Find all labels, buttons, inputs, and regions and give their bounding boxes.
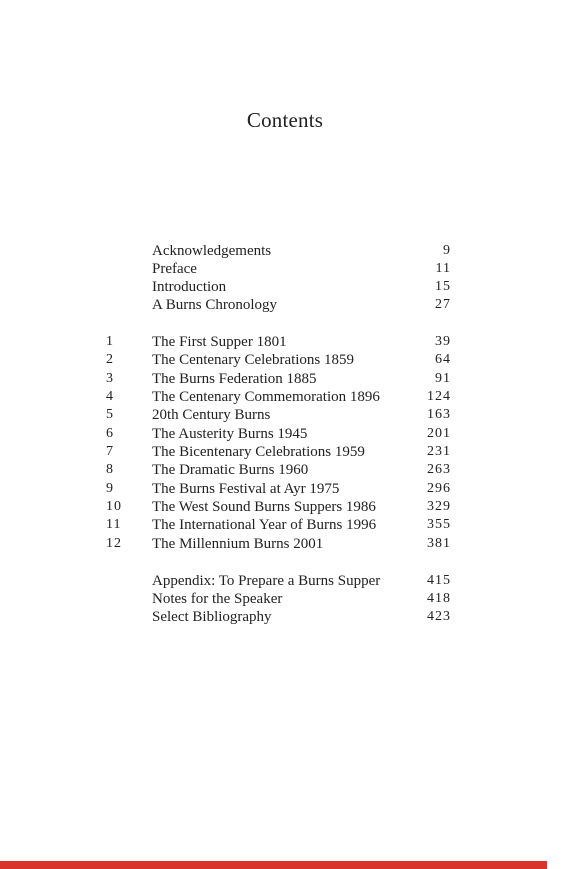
- toc-entry-page: 329: [427, 499, 451, 514]
- toc-entry-page: 355: [427, 517, 451, 532]
- toc-entry-notes: [0, 590, 562, 608]
- toc-chapter-5: [0, 406, 562, 424]
- toc-entry-title: Notes for the Speaker: [152, 591, 283, 607]
- toc-entry-title: The Burns Federation 1885: [152, 371, 317, 387]
- toc-entry-preface: [0, 260, 562, 278]
- toc-entry-page: 201: [427, 426, 451, 441]
- bottom-accent-bar: [0, 861, 547, 869]
- chapter-number: 9: [106, 481, 114, 496]
- toc-entry-page: 381: [427, 536, 451, 551]
- toc-entry-title: Introduction: [152, 279, 227, 295]
- toc-entry-title: The Bicentenary Celebrations 1959: [152, 444, 365, 460]
- toc-entry-page: 91: [435, 371, 451, 386]
- toc-entry-introduction: [0, 278, 562, 296]
- toc-entry-bibliography: [0, 608, 562, 626]
- toc-entry-title: The Millennium Burns 2001: [152, 536, 324, 552]
- chapter-number: 8: [106, 462, 114, 477]
- toc-chapter-1: [0, 333, 562, 351]
- toc-entry-acknowledgements: [0, 242, 562, 260]
- toc-entry-page: 415: [427, 573, 451, 588]
- toc-chapter-9: [0, 480, 562, 498]
- toc-entry-page: 124: [427, 389, 451, 404]
- toc-entry-page: 64: [435, 352, 451, 367]
- toc-entry-page: 418: [427, 591, 451, 606]
- toc-chapter-10: [0, 498, 562, 516]
- toc-entry-page: 27: [435, 297, 451, 312]
- toc-entry-title: Select Bibliography: [152, 609, 272, 625]
- toc-chapter-11: [0, 516, 562, 534]
- toc-entry-title: Acknowledgements: [152, 243, 272, 259]
- toc-entry-title: Preface: [152, 261, 197, 277]
- chapter-number: 1: [106, 334, 114, 349]
- chapter-number: 2: [106, 352, 114, 367]
- toc-chapter-2: [0, 351, 562, 369]
- chapter-number: 11: [106, 517, 122, 532]
- chapter-number: 5: [106, 407, 114, 422]
- chapter-number: 3: [106, 371, 114, 386]
- toc-entry-page: 296: [427, 481, 451, 496]
- toc-entry-page: 11: [435, 261, 451, 276]
- toc-entry-title: The International Year of Burns 1996: [152, 517, 377, 533]
- chapter-number: 6: [106, 426, 114, 441]
- toc-chapter-4: [0, 388, 562, 406]
- toc-chapter-8: [0, 461, 562, 479]
- toc-chapter-7: [0, 443, 562, 461]
- page-title: Contents: [246, 108, 324, 132]
- toc-entry-title: Appendix: To Prepare a Burns Supper: [152, 573, 381, 589]
- toc-entry-title: The Burns Festival at Ayr 1975: [152, 481, 340, 497]
- toc-chapter-3: [0, 370, 562, 388]
- toc-entry-title: The Austerity Burns 1945: [152, 426, 308, 442]
- toc-entry-title: The Centenary Commemoration 1896: [152, 389, 380, 405]
- toc-entry-title: A Burns Chronology: [152, 297, 278, 313]
- toc-entry-title: The West Sound Burns Suppers 1986: [152, 499, 376, 515]
- toc-entry-title: The First Supper 1801: [152, 334, 287, 350]
- toc-chapter-6: [0, 425, 562, 443]
- toc-entry-page: 163: [427, 407, 451, 422]
- chapter-number: 10: [106, 499, 122, 514]
- toc-entry-title: The Centenary Celebrations 1859: [152, 352, 355, 368]
- toc-entry-page: 15: [435, 279, 451, 294]
- toc-entry-appendix: [0, 572, 562, 590]
- toc-entry-page: 231: [427, 444, 451, 459]
- toc-entry-chronology: [0, 296, 562, 314]
- chapter-number: 12: [106, 536, 122, 551]
- toc-chapter-12: [0, 535, 562, 553]
- toc-entry-title: 20th Century Burns: [152, 407, 271, 423]
- toc-entry-page: 263: [427, 462, 451, 477]
- toc-entry-page: 9: [443, 243, 451, 258]
- chapter-number: 4: [106, 389, 114, 404]
- toc-entry-page: 39: [435, 334, 451, 349]
- chapter-number: 7: [106, 444, 114, 459]
- toc-entry-page: 423: [427, 609, 451, 624]
- toc-entry-title: The Dramatic Burns 1960: [152, 462, 309, 478]
